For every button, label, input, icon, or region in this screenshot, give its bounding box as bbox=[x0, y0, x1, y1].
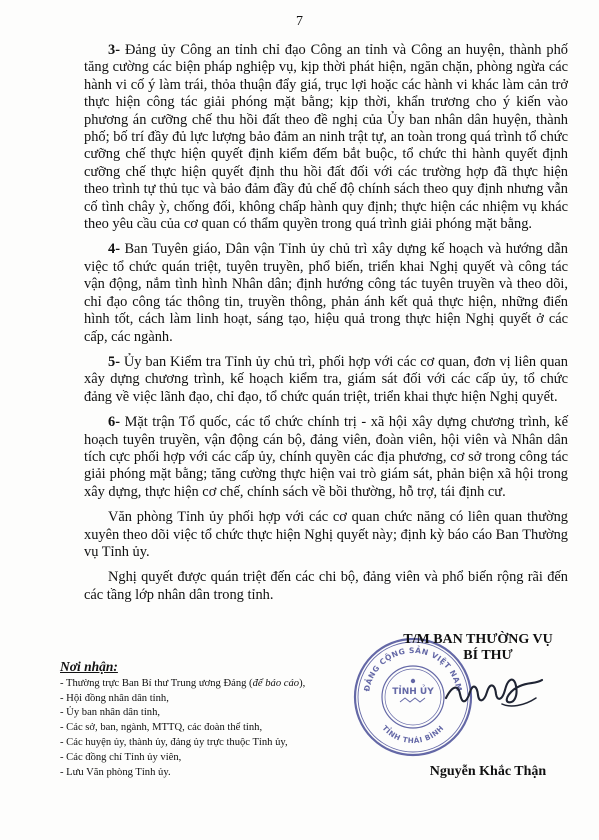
paragraph-office bbox=[84, 509, 568, 561]
recipient-item: - Các sở, ban, ngành, MTTQ, các đoàn thể tỉnh, bbox=[60, 722, 263, 734]
recipient-item: - Hội đồng nhân dân tỉnh, bbox=[60, 692, 169, 704]
recipient-item: - Các đồng chí Tỉnh ủy viên, bbox=[60, 751, 182, 763]
svg-text:ĐẢNG CỘNG SẢN VIỆT NAM: ĐẢNG CỘNG SẢN VIỆT NAM bbox=[362, 645, 464, 693]
paragraph-text: Đảng ủy Công an tỉnh chỉ đạo Công an tỉnh và Công an huyện, thành phố tăng cường các biện pháp nghiệp vụ, kịp thời phát hiện, ngăn chặn, phòng ngừa các hành vi cố ý làm trái, thỏa thuận đẩy giá, trục lợi hoặc các hành vi khác làm cản trở thực hiện công tác giải phóng mặt bằng; kịp thời, khẩn trương cho ý kiến vào phương án cưỡng chế thu hồi đất theo đề nghị của Ủy ban nhân dân huyện, thành phố; bố trí đầy đủ lực lượng bảo đảm an ninh trật tự, an toàn trong quá trình tổ chức cưỡng chế thực hiện quyết định kiểm đếm bắt buộc, tổ chức thi hành quyết định cưỡng chế thực hiện quyết định thu hồi đất đối với các trường hợp đã thực hiện theo trình tự thủ tục và bảo đảm đầy đủ chế độ chính sách theo quy định nhưng vẫn cố tình chây ỳ, chống đối, không chấp hành quy định; thực hiện các nhiệm vụ khác theo yêu cầu của cơ quan có thẩm quyền trong quá trình giải phóng mặt bằng. bbox=[84, 42, 568, 233]
signature-block bbox=[378, 632, 578, 664]
paragraph-text: Mặt trận Tổ quốc, các tổ chức chính trị - xã hội xây dựng chương trình, kế hoạch tuyên truyền, vận động cán bộ, đảng viên, đoàn viên, hội viên và Nhân dân tích cực phối hợp với các cấp ủy, chính quyền các địa phương, cơ sở trong công tác giải phóng mặt bằng; tăng cường thực hiện vai trò giám sát, phản biện xã hội trong xây dựng, thực hiện cơ chế, chính sách về bồi thường, hỗ trợ, tái định cư. bbox=[84, 414, 568, 500]
paragraph-text: Nghị quyết được quán triệt đến các chi bộ, đảng viên và phổ biến rộng rãi đến các tầng lớp nhân dân trong tỉnh. bbox=[84, 569, 568, 603]
recipient-item: - Lưu Văn phòng Tỉnh ủy. bbox=[60, 766, 171, 778]
recipients-title: Nơi nhận: bbox=[60, 659, 118, 674]
handwritten-signature bbox=[440, 668, 550, 716]
paragraph-5 bbox=[84, 354, 568, 406]
paragraph-text: Ban Tuyên giáo, Dân vận Tỉnh ủy chủ trì xây dựng kế hoạch và hướng dẫn việc tổ chức quán triệt, tuyên truyền, phổ biến, triển khai Nghị quyết và công tác vận động, nắm tình hình Nhân dân; định hướng công tác tuyên truyền và theo dõi, chỉ đạo công tác thông tin, truyền thông, phản ánh kết quả thực hiện, những điển hình tốt, cách làm linh hoạt, sáng tạo, hiệu quả trong thực hiện Nghị quyết ở các cấp, các ngành. bbox=[84, 241, 568, 345]
paragraph-dissemination bbox=[84, 569, 568, 604]
paragraph-number: 6- bbox=[108, 414, 120, 431]
recipient-item: - Ủy ban nhân dân tỉnh, bbox=[60, 707, 161, 719]
recipients-list bbox=[60, 660, 360, 780]
paragraph-number: 3- bbox=[108, 42, 120, 58]
recipient-item: - Các huyện ủy, thành ủy, đảng ủy trực thuộc Tỉnh ủy, bbox=[60, 736, 288, 748]
signer-role: T/M BAN THƯỜNG VỤ bbox=[403, 632, 553, 647]
signer-title: BÍ THƯ bbox=[463, 648, 513, 663]
paragraph-4 bbox=[84, 241, 568, 345]
paragraph-text: Ủy ban Kiểm tra Tỉnh ủy chủ trì, phối hợp với các cơ quan, đơn vị liên quan xây dựng chương trình, kế hoạch kiểm tra, giám sát đối với các cấp ủy, tổ chức đảng về việc lãnh đạo, chỉ đạo, tổ chức quán triệt, triển khai thực hiện Nghị quyết. bbox=[84, 353, 568, 405]
paragraph-number: 5- bbox=[108, 353, 120, 370]
recipient-item: - Thường trực Ban Bí thư Trung ương Đảng (để báo cáo), bbox=[60, 677, 306, 689]
paragraph-text: Văn phòng Tỉnh ủy phối hợp với các cơ quan chức năng có liên quan thường xuyên theo dõi việc tổ chức thực hiện Nghị quyết này; định kỳ báo cáo Ban Thường vụ Tỉnh ủy. bbox=[84, 509, 568, 560]
svg-text:TỈNH ỦY: TỈNH ỦY bbox=[392, 687, 434, 697]
paragraph-6 bbox=[84, 414, 568, 501]
svg-text:TỈNH THÁI BÌNH: TỈNH THÁI BÌNH bbox=[380, 723, 446, 746]
paragraph-3 bbox=[84, 42, 568, 233]
body-text bbox=[84, 42, 568, 612]
page-number: 7 bbox=[296, 14, 303, 29]
paragraph-number: 4- bbox=[108, 241, 120, 258]
signer-name: Nguyễn Khắc Thận bbox=[429, 764, 547, 779]
